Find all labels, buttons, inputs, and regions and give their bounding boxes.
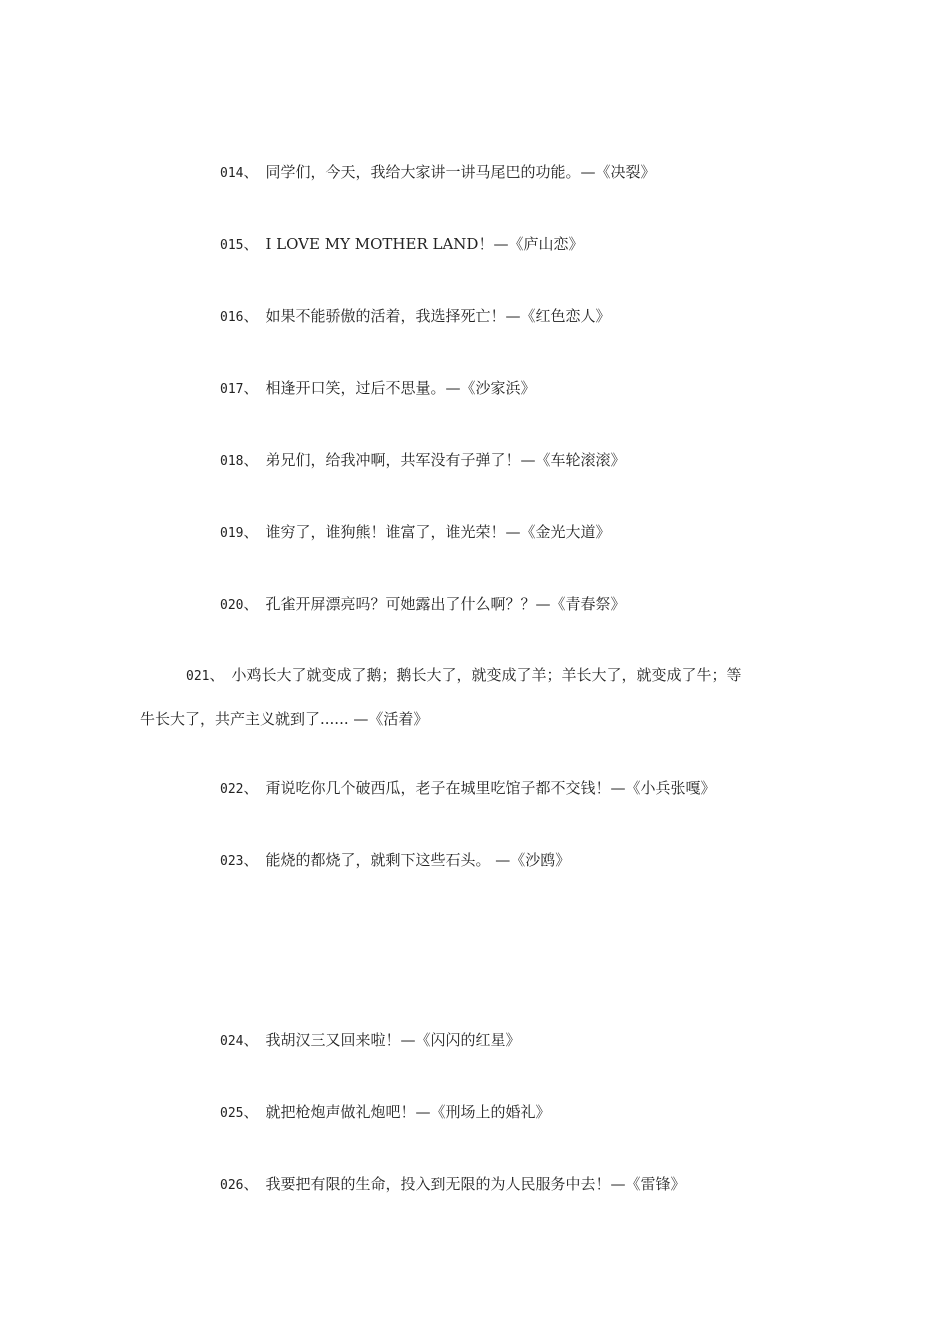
entry-text: 相逢开口笑，过后不思量。—《沙家浜》 [265, 379, 536, 397]
entry-number: 024 [220, 1034, 244, 1049]
quote-entry-015 [220, 234, 583, 256]
quote-entry-025 [220, 1102, 551, 1124]
entry-separator: 、 [243, 379, 259, 397]
entry-separator: 、 [243, 1031, 259, 1049]
entry-number: 018 [220, 454, 244, 469]
entry-number: 017 [220, 382, 244, 397]
quote-entry-018 [220, 450, 626, 472]
entry-separator: 、 [243, 779, 259, 797]
entry-separator: 、 [243, 307, 259, 325]
quote-entry-017 [220, 378, 536, 400]
entry-separator: 、 [243, 1175, 259, 1193]
entry-number: 023 [220, 854, 244, 869]
entry-text: 甭说吃你几个破西瓜，老子在城里吃馆子都不交钱！—《小兵张嘎》 [265, 779, 716, 797]
quote-entry-026 [220, 1174, 686, 1196]
quote-entry-021 [140, 654, 816, 740]
entry-number: 026 [220, 1178, 244, 1193]
entry-separator: 、 [243, 523, 259, 541]
entry-text: 谁穷了，谁狗熊！谁富了，谁光荣！—《金光大道》 [265, 523, 611, 541]
entry-number: 022 [220, 782, 244, 797]
quote-entry-019 [220, 522, 611, 544]
entry-separator: 、 [243, 451, 259, 469]
entry-text: 同学们，今天，我给大家讲一讲马尾巴的功能。—《决裂》 [265, 163, 656, 181]
entry-separator: 、 [243, 163, 259, 181]
entry-separator: 、 [243, 1103, 259, 1121]
entry-text: 弟兄们，给我冲啊，共军没有子弹了！—《车轮滚滚》 [265, 451, 626, 469]
quote-entry-022 [220, 778, 716, 800]
entry-text: I LOVE MY MOTHER LAND！—《庐山恋》 [265, 235, 584, 253]
entry-text-continuation: 牛长大了，共产主义就到了...... —《活着》 [140, 710, 429, 728]
entry-number: 019 [220, 526, 244, 541]
entry-number: 014 [220, 166, 244, 181]
entry-number: 021 [186, 669, 210, 684]
entry-separator: 、 [209, 666, 225, 684]
entry-text: 如果不能骄傲的活着，我选择死亡！—《红色恋人》 [265, 307, 611, 325]
entry-number: 020 [220, 598, 244, 613]
entry-separator: 、 [243, 595, 259, 613]
entry-text: 我要把有限的生命，投入到无限的为人民服务中去！—《雷锋》 [265, 1175, 686, 1193]
entry-text: 小鸡长大了就变成了鹅；鹅长大了，就变成了羊；羊长大了，就变成了牛；等 [231, 666, 742, 684]
quote-entry-024 [220, 1030, 521, 1052]
entry-number: 025 [220, 1106, 244, 1121]
quote-entry-016 [220, 306, 611, 328]
entry-separator: 、 [243, 851, 259, 869]
entry-text: 就把枪炮声做礼炮吧！—《刑场上的婚礼》 [265, 1103, 551, 1121]
entry-text: 孔雀开屏漂亮吗？可她露出了什么啊？？—《青春祭》 [265, 595, 626, 613]
quote-entry-020 [220, 594, 626, 616]
entry-text: 能烧的都烧了，就剩下这些石头。 —《沙鸥》 [265, 851, 571, 869]
entry-number: 015 [220, 238, 244, 253]
entry-text: 我胡汉三又回来啦！—《闪闪的红星》 [265, 1031, 521, 1049]
entry-separator: 、 [243, 235, 259, 253]
quote-entry-023 [220, 850, 570, 872]
quote-entry-014 [220, 162, 656, 184]
entry-number: 016 [220, 310, 244, 325]
